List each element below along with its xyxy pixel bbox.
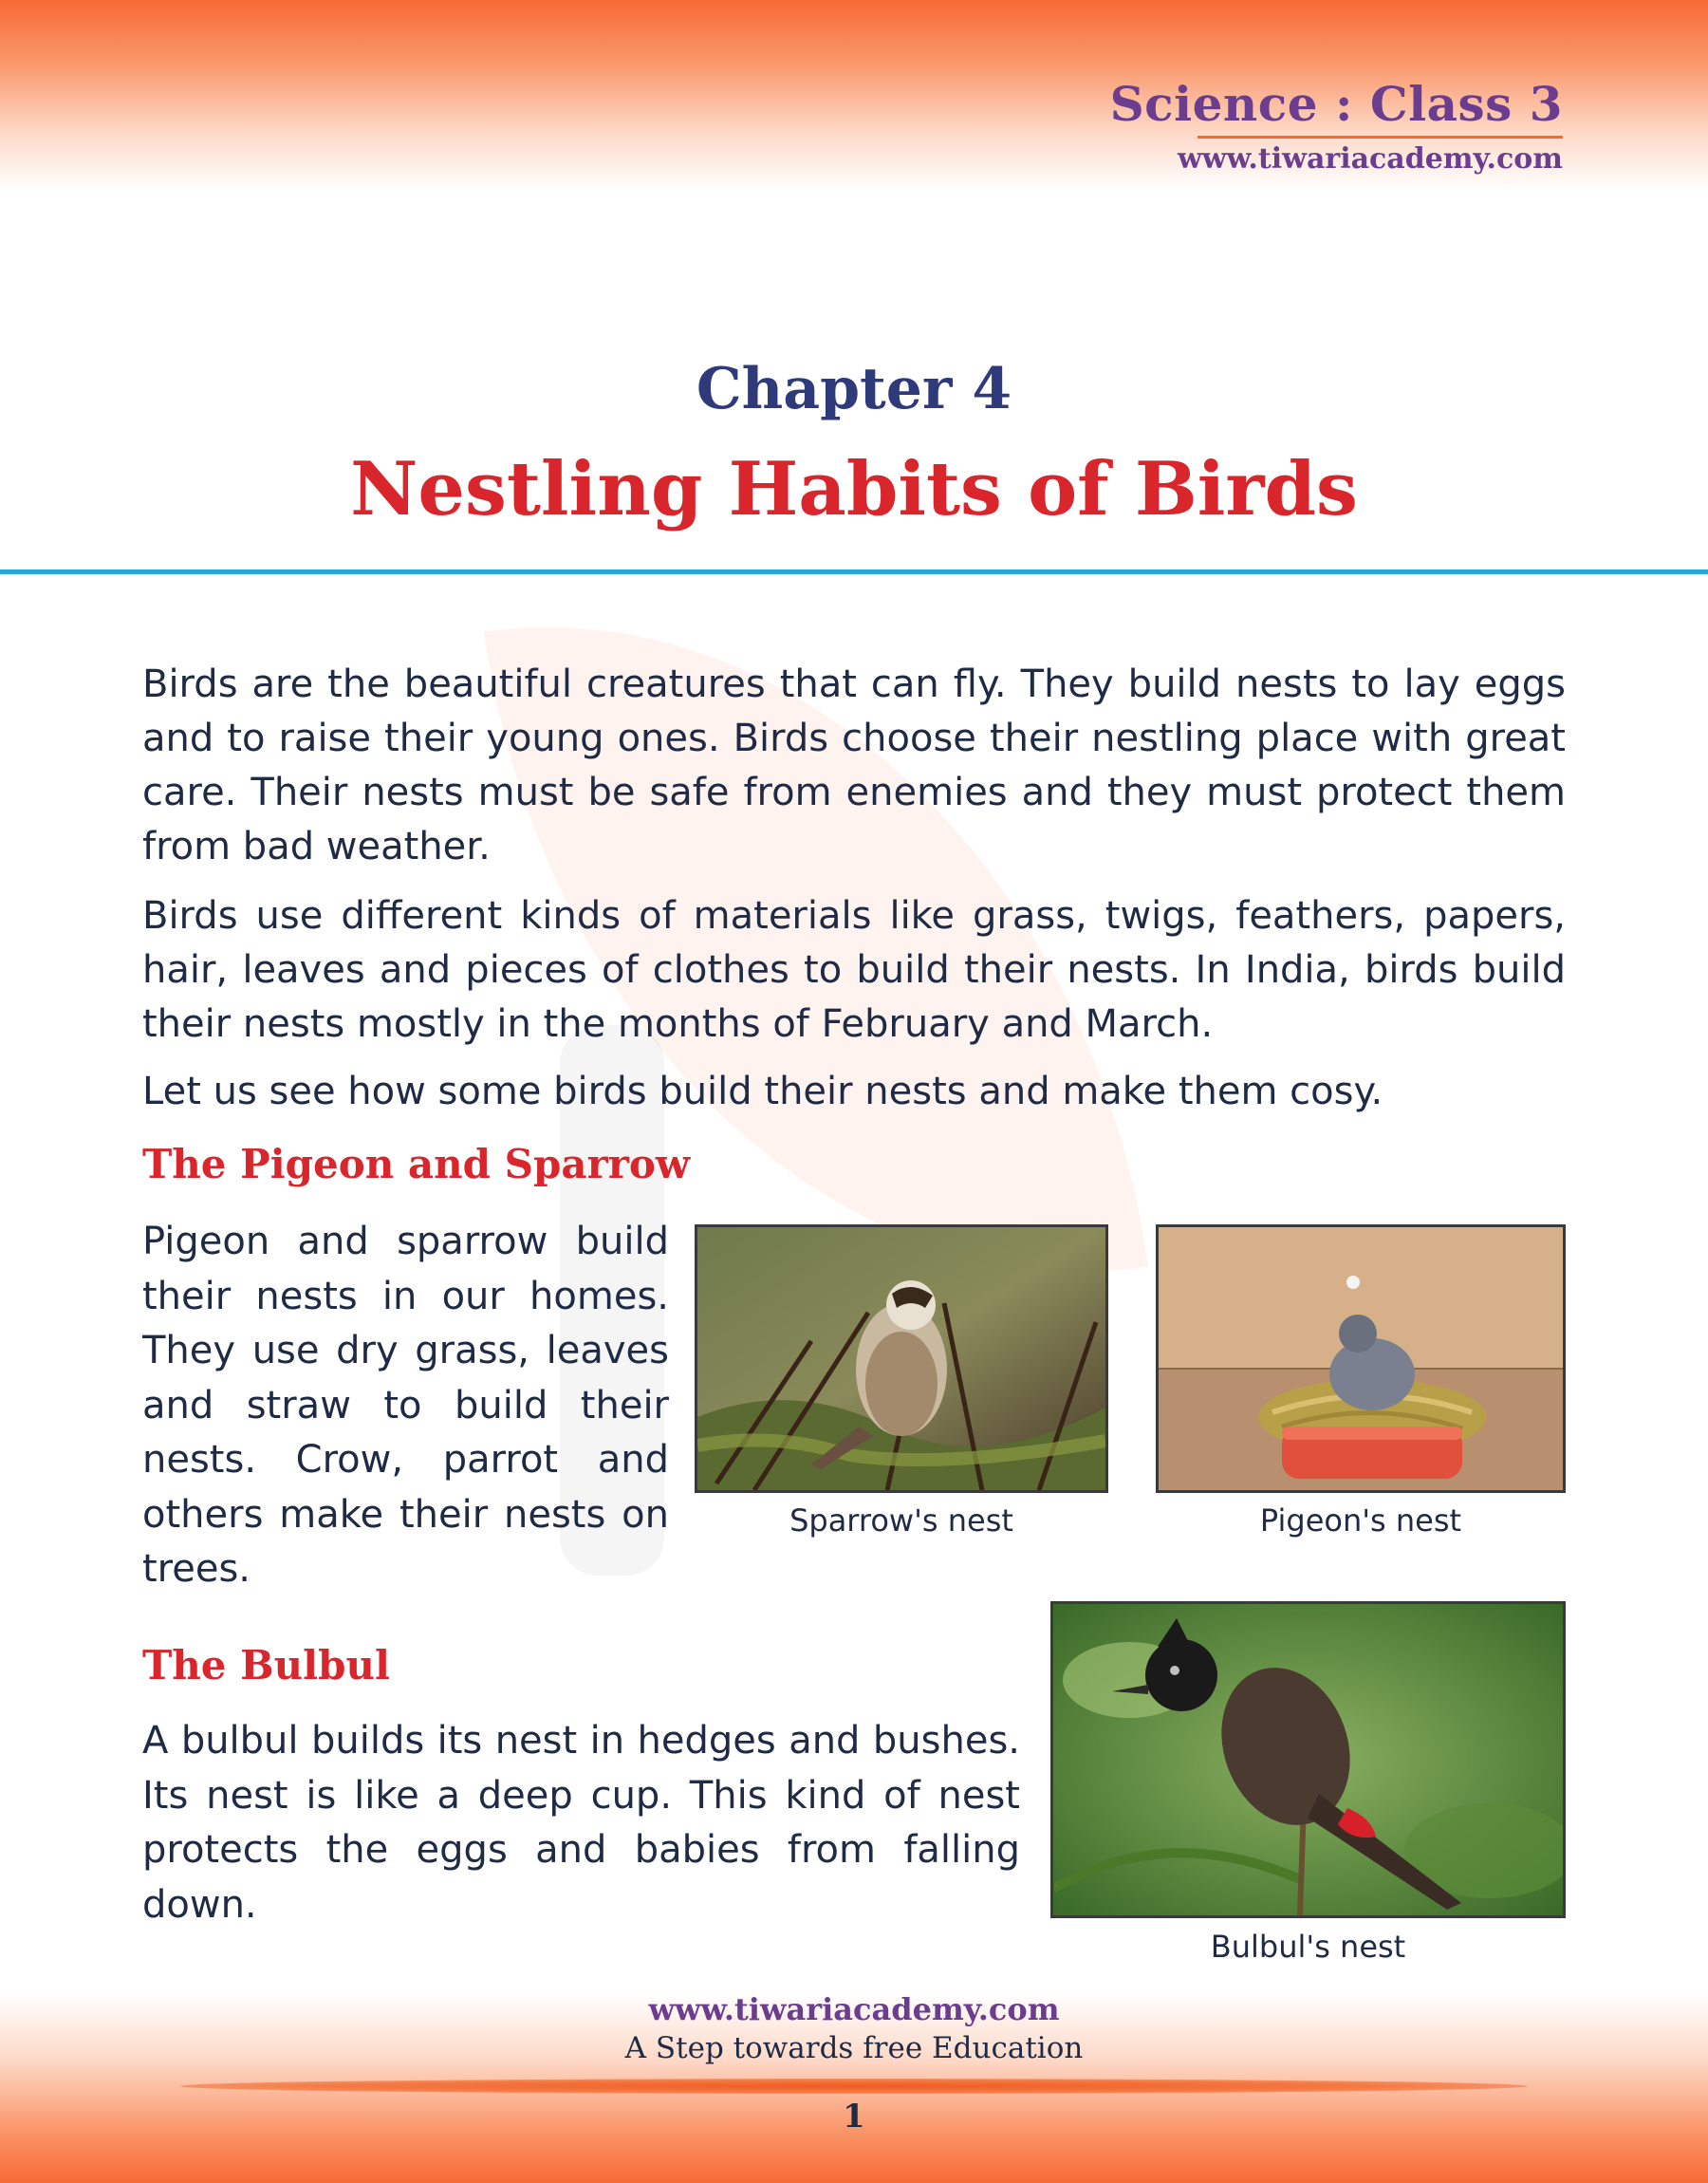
- sparrow-nest-caption: Sparrow's nest: [789, 1502, 1013, 1539]
- pigeon-photo-illustration: [1159, 1227, 1563, 1490]
- chapter-title: Nestling Habits of Birds: [350, 446, 1358, 532]
- section-heading-bulbul: The Bulbul: [142, 1642, 390, 1689]
- bulbul-nest-caption: Bulbul's nest: [1210, 1929, 1406, 1965]
- intro-paragraph-3: Let us see how some birds build their nests and make them cosy.: [142, 1070, 1383, 1113]
- chapter-number: Chapter 4: [696, 356, 1012, 422]
- pigeon-nest-photo: [1156, 1224, 1566, 1493]
- intro-paragraph-2: Birds use different kinds of materials like grass, twigs, feathers, papers, hair, leaves and pieces of clothes to build their nests. In India, birds build their nests mostly in the months of February and March.: [142, 894, 1566, 1046]
- header-website-link[interactable]: www.tiwariacademy.com: [1177, 142, 1563, 176]
- header-subject: Science : Class 3: [1109, 76, 1563, 132]
- section-text-pigeon-sparrow: Pigeon and sparrow build their nests in our homes. They use dry grass, leaves and straw to build their nests. Crow, parrot and others make their nests on trees.: [142, 1220, 669, 1591]
- intro-paragraph-1: Birds are the beautiful creatures that can fly. They build nests to lay eggs and to raise their young ones. Birds choose their nestling place with great care. Their nests must be safe from enemies and they must protect them from bad weather.: [142, 662, 1566, 868]
- section-heading-pigeon-sparrow: The Pigeon and Sparrow: [142, 1141, 691, 1187]
- bulbul-photo-illustration: [1053, 1604, 1563, 1915]
- footer-tagline: A Step towards free Education: [624, 2031, 1084, 2065]
- footer-website-link[interactable]: www.tiwariacademy.com: [648, 1991, 1060, 2027]
- title-divider: [0, 569, 1708, 574]
- header-divider: [1197, 136, 1563, 139]
- sparrow-photo-illustration: [697, 1227, 1105, 1490]
- sparrow-nest-photo: [695, 1224, 1108, 1493]
- footer-swoosh: [180, 2079, 1528, 2094]
- pigeon-nest-caption: Pigeon's nest: [1259, 1502, 1462, 1539]
- page-number: 1: [843, 2098, 865, 2136]
- section-text-bulbul: A bulbul builds its nest in hedges and bushes. Its nest is like a deep cup. This kind of nest protects the eggs and babies from falling down.: [142, 1719, 1020, 1927]
- bulbul-nest-photo: [1050, 1601, 1566, 1918]
